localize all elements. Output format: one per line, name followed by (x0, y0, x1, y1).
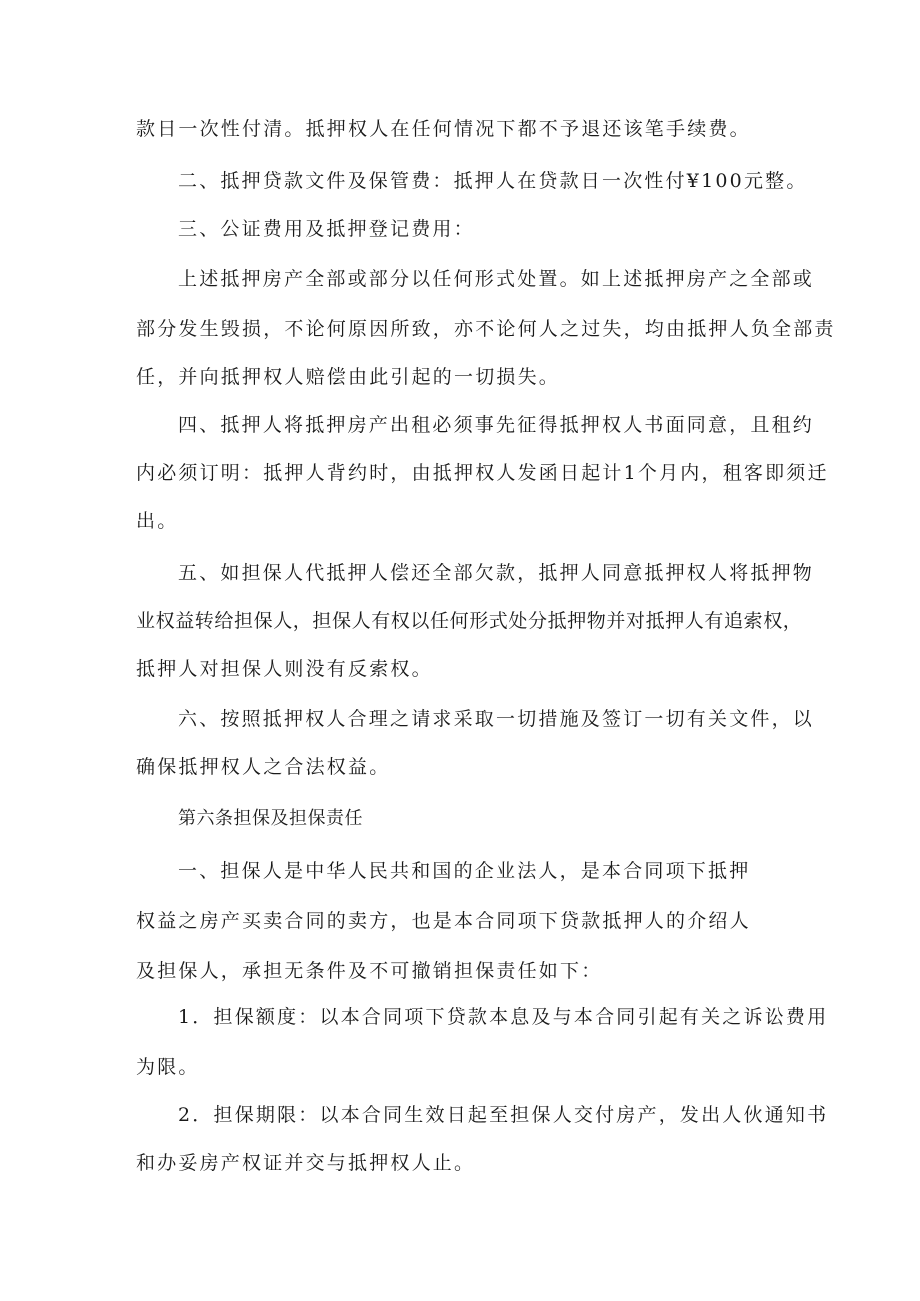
body-text-line: 出。 (136, 510, 179, 532)
clause-four-text: 四、抵押人将抵押房产出租必须事先征得抵押权人书面同意，且租约 (178, 414, 815, 436)
body-text-line: 业权益转给担保人，担保人有权以任何形式处分抵押物并对抵押人有追索权， (136, 610, 803, 632)
clause-three-text: 三、公证费用及抵押登记费用： (178, 218, 475, 240)
guarantee-amount-text: 1．担保额度：以本合同项下贷款本息及与本合同引起有关之诉讼费用 (178, 1006, 829, 1028)
body-text-line: 权益之房产买卖合同的卖方，也是本合同项下贷款抵押人的介绍人 (136, 910, 751, 932)
guarantee-period-text: 2．担保期限：以本合同生效日起至担保人交付房产，发出人伙通知书 (178, 1104, 829, 1126)
article-six-heading: 第六条担保及担保责任 (178, 808, 363, 829)
clause-two-text: 二、抵押贷款文件及保管费：抵押人在贷款日一次性付¥100元整。 (178, 170, 808, 192)
body-text-line: 任，并向抵押权人赔偿由此引起的一切损失。 (136, 366, 561, 388)
body-text-line: 及担保人，承担无条件及不可撤销担保责任如下： (136, 960, 603, 982)
clause-six-text: 六、按照抵押权人合理之请求采取一切措施及签订一切有关文件，以 (178, 708, 815, 730)
body-text-line: 确保抵押权人之合法权益。 (136, 756, 391, 778)
body-text-line: 为限。 (136, 1056, 200, 1078)
guarantee-clause-one-text: 一、担保人是中华人民共和国的企业法人，是本合同项下抵押 (178, 860, 751, 882)
body-text-line: 款日一次性付清。抵押权人在任何情况下都不予退还该笔手续费。 (136, 118, 751, 140)
body-text-line: 部分发生毁损，不论何原因所致，亦不论何人之过失，均由抵押人负全部责 (136, 318, 836, 340)
body-text-line: 和办妥房产权证并交与抵押权人止。 (136, 1152, 476, 1174)
clause-five-text: 五、如担保人代抵押人偿还全部欠款，抵押人同意抵押权人将抵押物 (178, 562, 815, 584)
body-text-line: 内必须订明：抵押人背约时，由抵押权人发函日起计1个月内，租客即须迁 (136, 462, 829, 484)
body-text-line: 抵押人对担保人则没有反索权。 (136, 658, 433, 680)
body-text-line: 上述抵押房产全部或部分以任何形式处置。如上述抵押房产之全部或 (178, 268, 815, 290)
